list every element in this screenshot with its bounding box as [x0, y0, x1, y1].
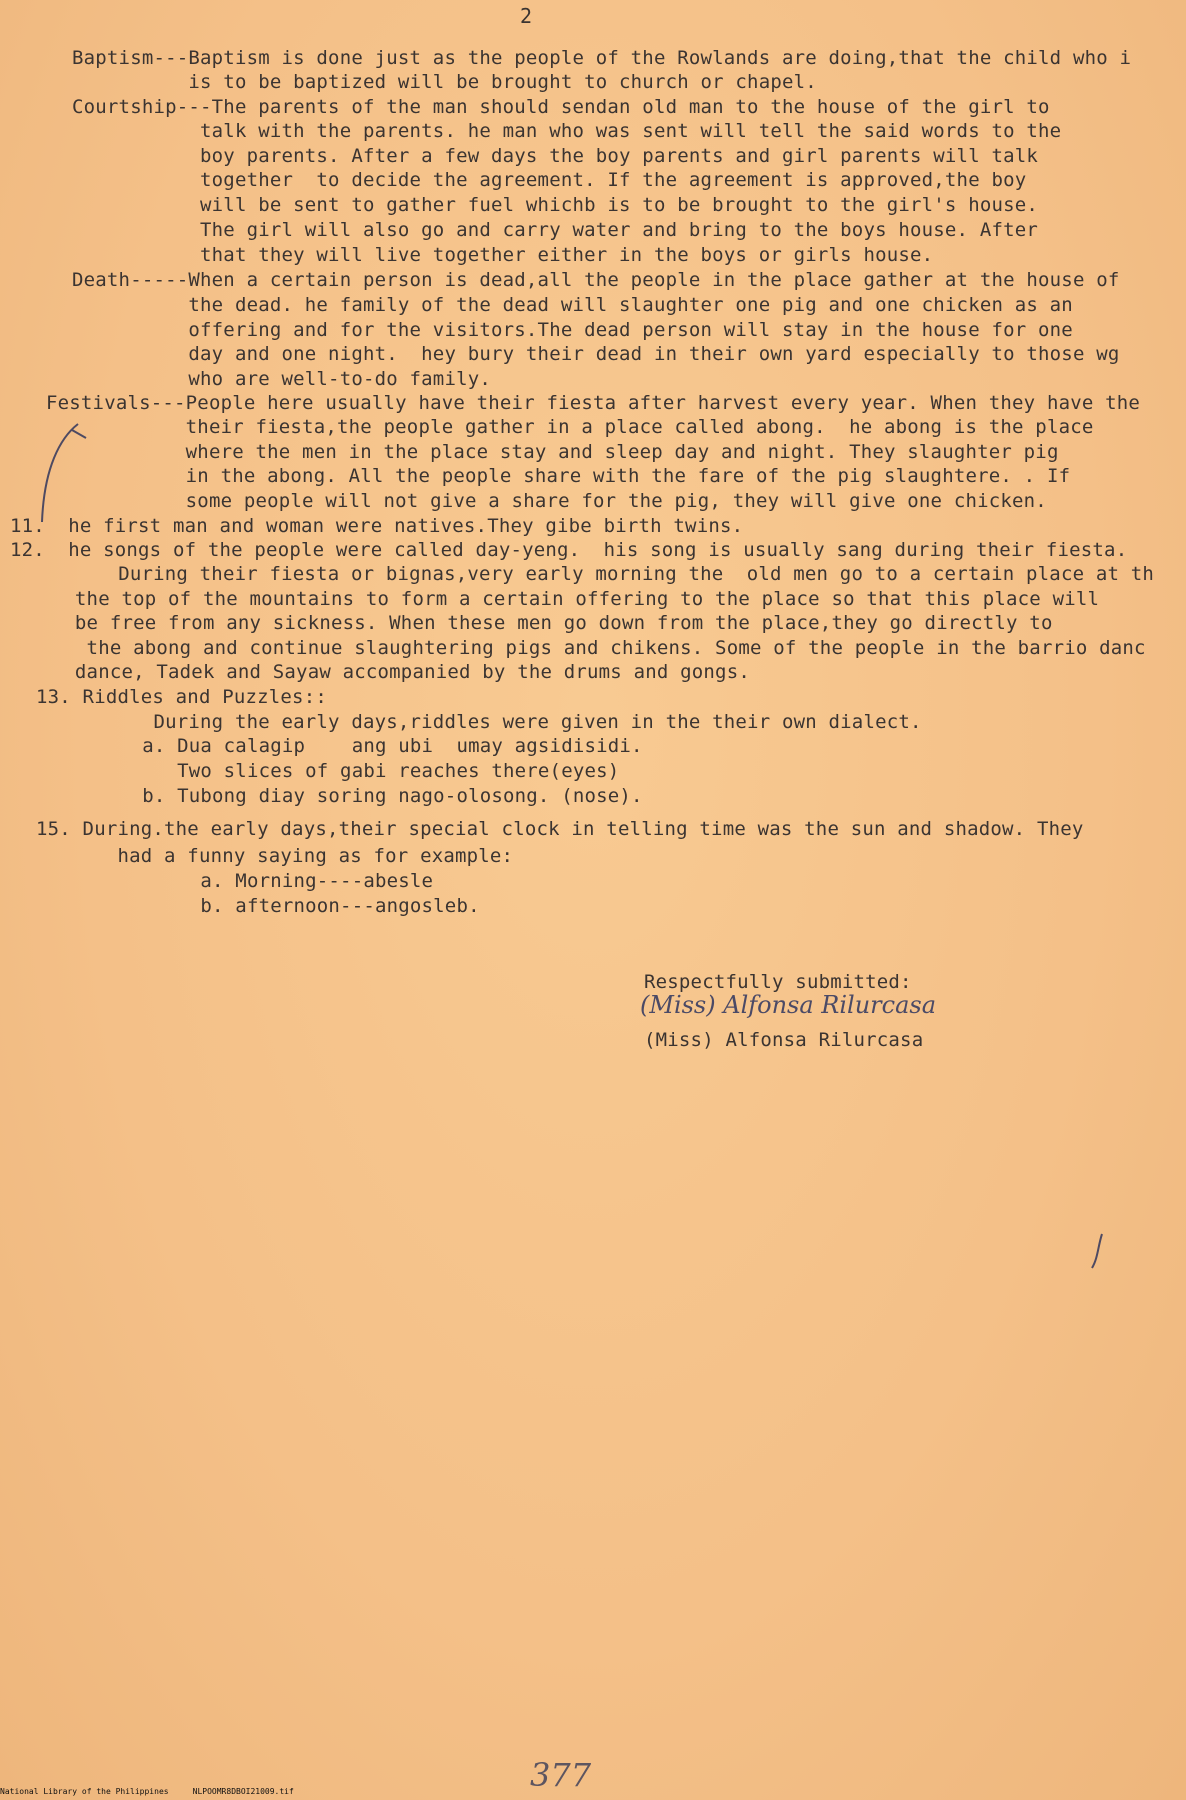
courtship-line-1: Courtship---The parents of the man should sendan old man to the house of the girl to [72, 96, 1050, 118]
item-11-line: 11. he first man and woman were natives.They gibe birth twins. [10, 515, 744, 537]
death-line-5: who are well-to-do family. [72, 368, 492, 390]
riddle-a-line-1: a. Dua calagip ang ubi umay agsidisidi. [84, 735, 643, 757]
baptism-line-1: Baptism---Baptism is done just as the people of the Rowlands are doing,that the child who i [72, 47, 1132, 69]
margin-tick-mark [1088, 1232, 1108, 1272]
saying-a: a. Morning----abesle [84, 870, 434, 892]
item-12-line-5: the abong and continue slaughtering pigs and chikens. Some of the people in the barrio danc [40, 637, 1146, 659]
item-15-line-2: had a funny saying as for example: [36, 845, 514, 867]
death-line-1: Death-----When a certain person is dead,all the people in the place gather at the house of [72, 269, 1120, 291]
festivals-line-4: in the abong. All the people share with the fare of the pig slaughtere. . If [46, 465, 1071, 487]
festivals-line-5: some people will not give a share for the pig, they will give one chicken. [46, 490, 1047, 512]
courtship-line-3: boy parents. After a few days the boy parents and girl parents will talk [72, 145, 1039, 167]
item-12-line-3: the top of the mountains to form a certain offering to the place so that this place will [40, 588, 1100, 610]
courtship-line-7: that they will live together either in the boys or girls house. [72, 244, 934, 266]
courtship-line-6: The girl will also go and carry water and bring to the boys house. After [72, 219, 1039, 241]
courtship-line-2: talk with the parents. he man who was sent will tell the said words to the [72, 120, 1062, 142]
archive-footer: National Library of the Philippines NLPOOMR8DBOI21009.tif [0, 1787, 294, 1796]
typed-signature: (Miss) Alfonsa Rilurcasa [644, 1029, 924, 1051]
festivals-line-1: Festivals---People here usually have their fiesta after harvest every year. When they have the [46, 392, 1141, 414]
courtship-line-4: together to decide the agreement. If the agreement is approved,the boy [72, 169, 1027, 191]
death-line-3: offering and for the visitors.The dead person will stay in the house for one [72, 319, 1073, 341]
baptism-line-2: is to be baptized will be brought to church or chapel. [72, 71, 817, 93]
death-line-2: the dead. he family of the dead will slaughter one pig and one chicken as an [72, 294, 1073, 316]
item-12-line-6: dance, Tadek and Sayaw accompanied by the drums and gongs. [40, 661, 750, 683]
item-12-line-2: During their fiesta or bignas,very early morning the old men go to a certain place at th [60, 563, 1155, 585]
riddles-intro: During the early days,riddles were given in the their own dialect. [72, 711, 922, 733]
riddle-a-line-2: Two slices of gabi reaches there(eyes) [84, 760, 620, 782]
page-number: 2 [520, 4, 533, 28]
item-12-line-1: 12. he songs of the people were called day-yeng. his song is usually sang during their fiesta. [10, 539, 1128, 561]
item-13-heading: 13. Riddles and Puzzles:: [36, 686, 327, 708]
death-line-4: day and one night. hey bury their dead in their own yard especially to those wg [72, 343, 1120, 365]
courtship-line-5: will be sent to gather fuel whichb is to be brought to the girl's house. [72, 194, 1039, 216]
item-15-line-1: 15. During.the early days,their special clock in telling time was the sun and shadow. They [36, 818, 1084, 840]
saying-b: b. afternoon---angosleb. [84, 895, 480, 917]
festivals-line-2: their fiesta,the people gather in a place called abong. he abong is the place [46, 416, 1094, 438]
riddle-b-line: b. Tubong diay soring nago-olosong. (nose). [84, 785, 643, 807]
closing-text: Respectfully submitted: [644, 971, 912, 993]
festivals-line-3: where the men in the place stay and sleep day and night. They slaughter pig [46, 441, 1059, 463]
handwritten-signature: (Miss) Alfonsa Rilurcasa [640, 991, 937, 1019]
stamp-number: 377 [530, 1756, 592, 1794]
item-12-line-4: be free from any sickness. When these men go down from the place,they go directly to [40, 612, 1053, 634]
margin-bracket-mark [30, 418, 90, 528]
